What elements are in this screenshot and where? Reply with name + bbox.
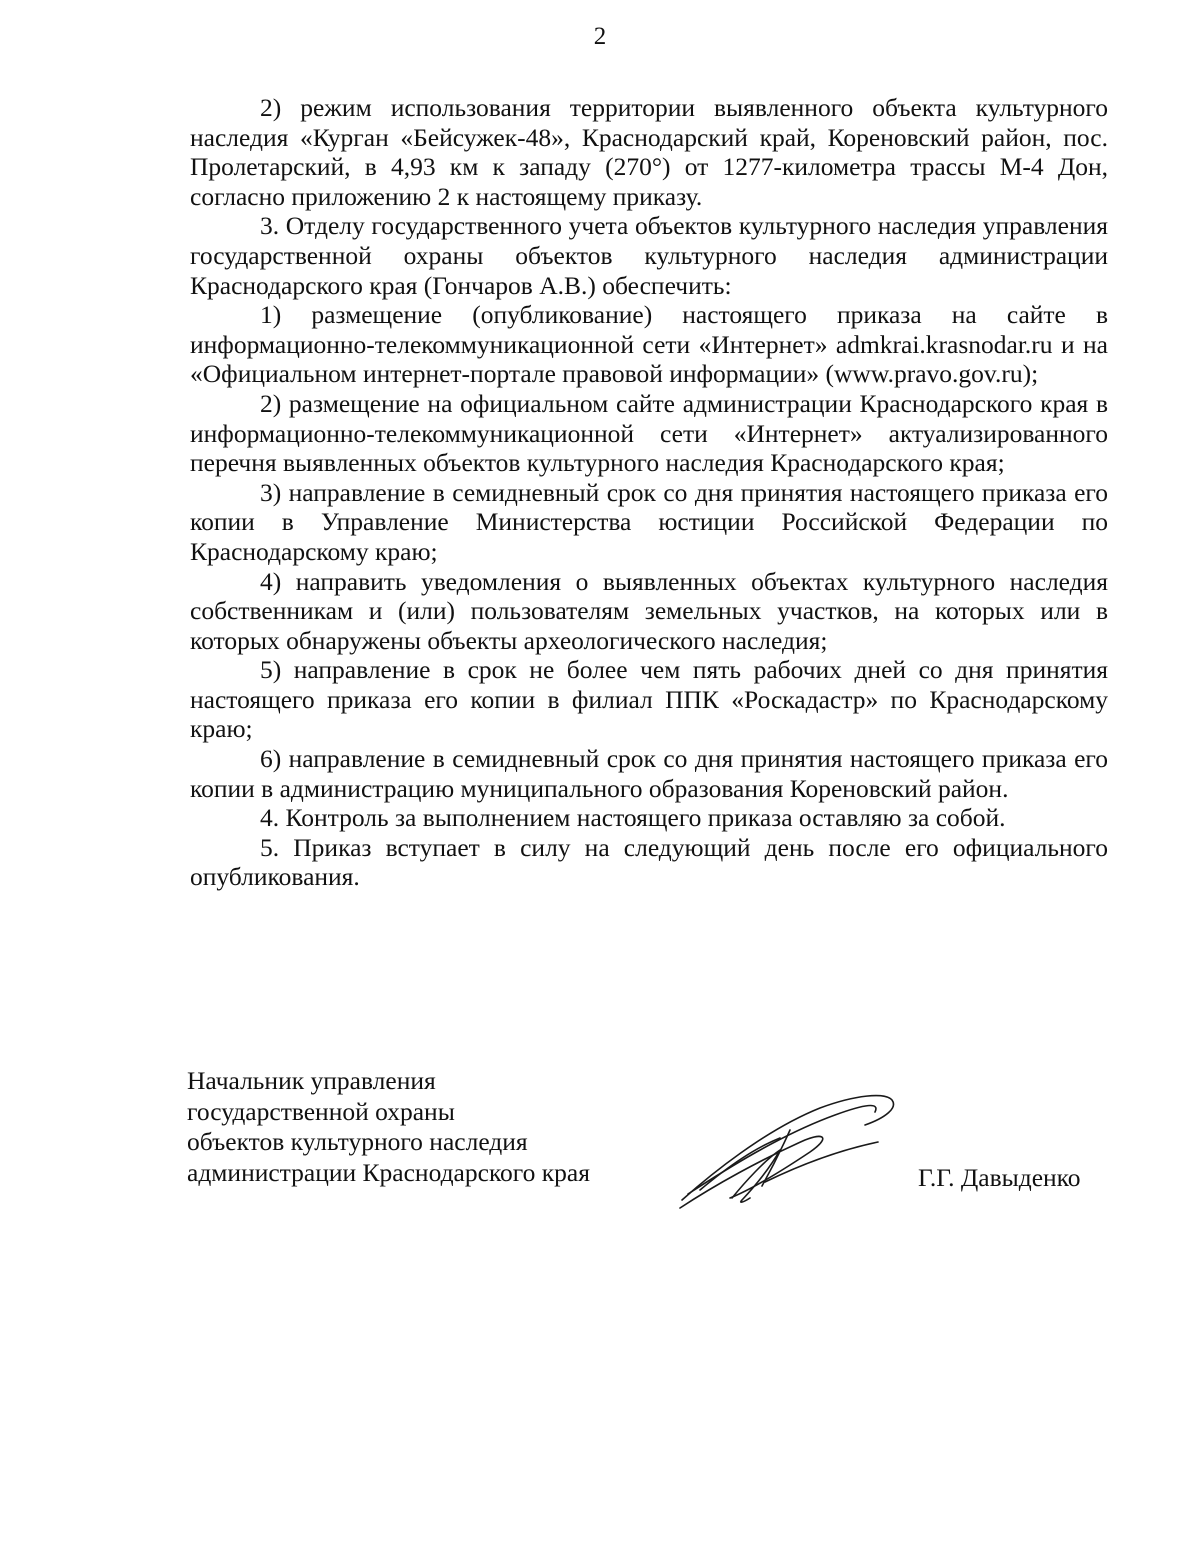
paragraph-subitem-4: 4) направить уведомления о выявленных объектах культурного наследия собственникам и (или) пользователям земельных участков, на которых или в которых обнаружены объекты археологического наследия; [190,566,1108,655]
signatory-title-line: государственной охраны [187,1096,455,1126]
signatory-name: Г.Г. Давыденко [918,1163,1081,1192]
paragraph-subitem-3: 3) направление в семидневный срок со дня принятия настоящего приказа его копии в Управление Министерства юстиции Российской Федерации по Краснодарскому краю; [190,477,1108,566]
signatory-title [187,1066,627,1188]
page-number: 2 [593,23,607,50]
paragraph-subitem-2: 2) размещение на официальном сайте администрации Краснодарского края в информационно-телекоммуникационной сети «Интернет» актуализированного перечня выявленных объектов культурного наследия Краснодарского края; [190,388,1108,478]
paragraph-subitem-6: 6) направление в семидневный срок со дня принятия настоящего приказа его копии в администрацию муниципального образования Кореновский район. [190,744,1108,803]
paragraph-item-4: 4. Контроль за выполнением настоящего приказа оставляю за собой. [260,803,1006,833]
paragraph-subitem-1: 1) размещение (опубликование) настоящего приказа на сайте в информационно-телекоммуникационной сети «Интернет» admkrai.krasnodar.ru и на «Официальном интернет-портале правовой информации» (www.pravo.gov.ru); [190,300,1108,389]
signatory-title-line: объектов культурного наследия [187,1127,528,1156]
signatory-title-line: администрации Краснодарского края [187,1157,590,1187]
paragraph-item-5: 5. Приказ вступает в силу на следующий день после его официального опубликования. [190,832,1108,892]
handwritten-signature [670,1090,910,1215]
signatory-title-line: Начальник управления [187,1066,436,1095]
paragraph-item-3: 3. Отделу государственного учета объектов культурного наследия управления государственной охраны объектов культурного наследия администрации Краснодарского края (Гончаров А.В.) обеспечить: [190,211,1108,300]
paragraph-subitem-5: 5) направление в срок не более чем пять рабочих дней со дня принятия настоящего приказа его копии в филиал ППК «Роскадастр» по Краснодарскому краю; [190,655,1108,744]
paragraph-territory-regime: 2) режим использования территории выявленного объекта культурного наследия «Курган «Бейсужек-48», Краснодарский край, Кореновский район, пос. Пролетарский, в 4,93 км к западу (270°) от 1277-километра трассы М-4 Дон, согласно приложению 2 к настоящему приказу. [190,93,1108,211]
document-body [190,93,1108,892]
